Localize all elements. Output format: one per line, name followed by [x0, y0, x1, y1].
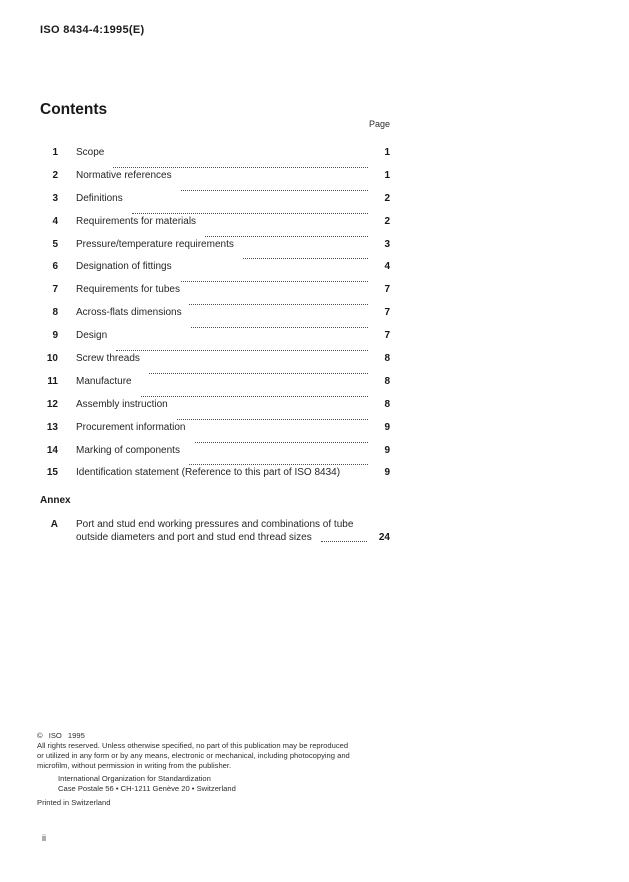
toc-item-page: 8	[384, 375, 390, 387]
dot-leader	[195, 433, 369, 443]
annex-title-line: Port and stud end working pressures and combinations of tube	[76, 519, 354, 530]
annex-section	[38, 495, 390, 544]
toc-item-number: 5	[52, 238, 58, 250]
publisher-address	[58, 774, 415, 793]
annex-row	[38, 519, 390, 544]
rights-line: All rights reserved. Unless otherwise specified, no part of this publication may be reproduced	[37, 741, 349, 751]
dot-leader	[191, 318, 368, 328]
annex-heading: Annex	[40, 495, 71, 506]
toc-row	[38, 467, 390, 490]
toc-row	[38, 193, 390, 216]
toc-row	[38, 399, 390, 422]
dot-leader	[189, 295, 368, 305]
toc-item-page: 1	[384, 147, 390, 158]
dot-leader	[116, 341, 368, 351]
toc-item-page: 4	[384, 261, 390, 273]
dot-leader	[181, 181, 368, 191]
toc-item-title: Identification statement (Reference to this part of ISO 8434)	[76, 467, 341, 479]
toc-row	[38, 330, 390, 353]
annex-item-page: 24	[378, 531, 390, 543]
dot-leader	[181, 272, 368, 282]
toc-item-title: Scope	[76, 147, 105, 158]
table-of-contents	[38, 119, 390, 490]
rights-line: or utilized in any form or by any means, electronic or mechanical, including photocopying and	[37, 750, 350, 760]
dot-leader	[177, 410, 368, 420]
toc-item-number: 15	[46, 467, 58, 479]
toc-item-number: 13	[46, 421, 58, 433]
rights-line: microfilm, without permission in writing from the publisher.	[37, 760, 232, 770]
toc-item-title: Requirements for tubes	[76, 284, 180, 296]
toc-item-page: 1	[384, 169, 390, 181]
toc-item-title: Procurement information	[76, 421, 186, 433]
toc-item-page: 9	[384, 467, 390, 479]
page-number: ii	[42, 833, 46, 843]
toc-item-number: 2	[52, 169, 58, 181]
toc-item-page: 7	[384, 307, 390, 319]
annex-item-letter: A	[50, 519, 58, 530]
rights-statement	[37, 741, 415, 770]
toc-item-title: Pressure/temperature requirements	[76, 238, 234, 250]
toc-item-page: 9	[384, 421, 390, 433]
address-line: Case Postale 56 • CH-1211 Genève 20 • Switzerland	[58, 784, 236, 794]
toc-item-title: Assembly instruction	[76, 398, 168, 410]
toc-item-page: 2	[384, 192, 390, 204]
toc-row	[38, 170, 390, 193]
toc-item-page: 7	[384, 330, 390, 342]
dot-leader	[349, 479, 368, 488]
toc-row	[38, 445, 390, 468]
page-column-label: Page	[368, 119, 390, 129]
toc-item-title: Marking of components	[76, 444, 180, 456]
copyright-notice: © ISO 1995	[37, 731, 85, 740]
dot-leader	[149, 364, 368, 374]
toc-item-number: 12	[46, 398, 58, 410]
toc-item-page: 9	[384, 444, 390, 456]
toc-row	[38, 284, 390, 307]
copyright-footer	[37, 731, 415, 808]
toc-row	[38, 239, 390, 262]
toc-item-number: 7	[52, 284, 58, 296]
dot-leader	[113, 158, 368, 168]
toc-item-title: Designation of fittings	[76, 261, 172, 273]
document-reference: ISO 8434-4:1995(E)	[40, 24, 145, 36]
toc-list	[38, 147, 390, 490]
toc-item-title: Manufacture	[76, 375, 132, 387]
toc-item-number: 6	[52, 261, 58, 273]
annex-item-title	[76, 519, 390, 544]
toc-item-number: 1	[52, 147, 58, 158]
toc-item-title: Definitions	[76, 192, 123, 204]
annex-title-line: outside diameters and port and stud end thread sizes	[76, 531, 312, 543]
toc-row	[38, 353, 390, 376]
toc-item-page: 3	[384, 238, 390, 250]
toc-item-number: 14	[46, 444, 58, 456]
toc-item-page: 8	[384, 398, 390, 410]
toc-item-title: Screw threads	[76, 353, 140, 365]
annex-title-last-line	[76, 532, 390, 545]
toc-item-number: 8	[52, 307, 58, 319]
toc-row	[38, 147, 390, 170]
toc-item-number: 9	[52, 330, 58, 342]
toc-item-page: 7	[384, 284, 390, 296]
toc-item-number: 3	[52, 192, 58, 204]
toc-item-title: Across-flats dimensions	[76, 307, 182, 319]
toc-item-page: 8	[384, 353, 390, 365]
toc-item-number: 4	[52, 215, 58, 227]
printed-in-statement: Printed in Switzerland	[37, 798, 111, 808]
dot-leader	[132, 204, 368, 214]
dot-leader	[141, 387, 368, 397]
toc-row	[38, 216, 390, 239]
toc-row	[38, 376, 390, 399]
address-line: International Organization for Standardization	[58, 774, 211, 784]
dot-leader	[321, 532, 367, 542]
toc-item-title: Normative references	[76, 169, 172, 181]
dot-leader	[205, 227, 368, 237]
toc-item-title: Design	[76, 330, 108, 342]
toc-item-number: 11	[47, 375, 58, 387]
toc-item-page: 2	[384, 215, 390, 227]
toc-row	[38, 261, 390, 284]
annex-list	[38, 519, 390, 544]
toc-row	[38, 422, 390, 445]
dot-leader	[189, 455, 368, 465]
dot-leader	[243, 249, 368, 259]
toc-row	[38, 307, 390, 330]
contents-heading: Contents	[40, 101, 108, 118]
toc-item-number: 10	[46, 353, 58, 365]
toc-item-title: Requirements for materials	[76, 215, 197, 227]
